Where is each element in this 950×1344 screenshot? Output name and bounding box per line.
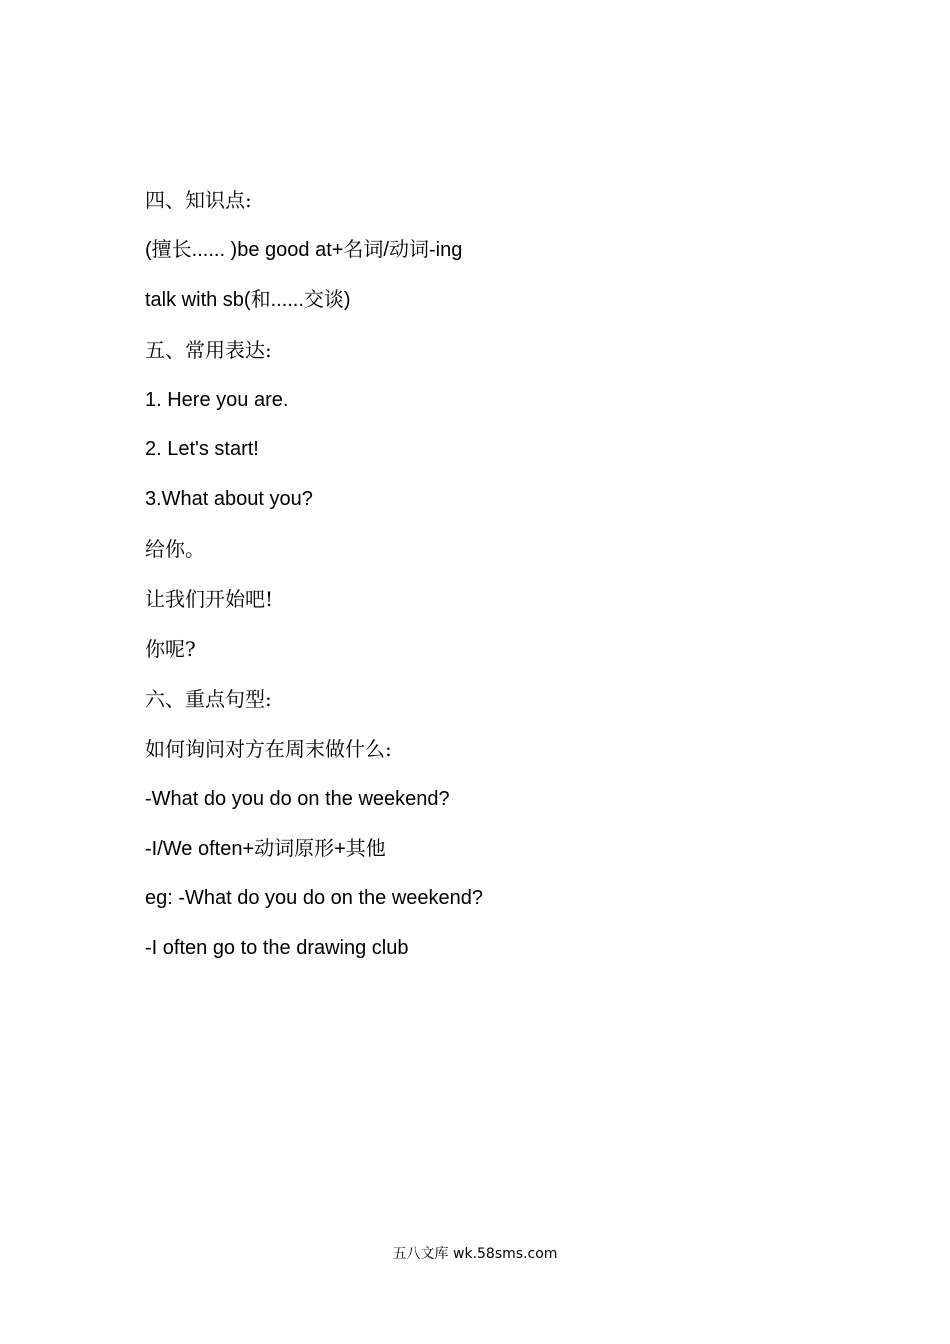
text-line: 让我们开始吧! xyxy=(145,587,274,612)
section-heading-common-expressions: 五、常用表达: xyxy=(145,337,272,362)
text-line: 如何询问对方在周末做什么: xyxy=(145,736,392,761)
text-line: -I often go to the drawing club xyxy=(145,937,409,960)
document-body xyxy=(145,180,845,978)
text-line: -What do you do on the weekend? xyxy=(145,787,450,810)
text-line: (擅长...... )be good at+名词/动词-ing xyxy=(145,238,463,261)
text-line: talk with sb(和......交谈) xyxy=(145,288,351,311)
section-heading-knowledge-points: 四、知识点: xyxy=(145,188,252,212)
text-line: 给你。 xyxy=(145,537,205,562)
text-line: 1. Here you are. xyxy=(145,388,289,411)
text-line: eg: -What do you do on the weekend? xyxy=(145,887,484,910)
page-footer: 五八文库 wk.58sms.com xyxy=(392,1246,558,1262)
text-line: -I/We often+动词原形+其他 xyxy=(145,837,386,860)
text-line: 2. Let's start! xyxy=(145,438,259,461)
text-line: 3.What about you? xyxy=(145,488,313,511)
section-heading-key-sentences: 六、重点句型: xyxy=(145,686,272,711)
text-line: 你呢? xyxy=(145,637,196,662)
